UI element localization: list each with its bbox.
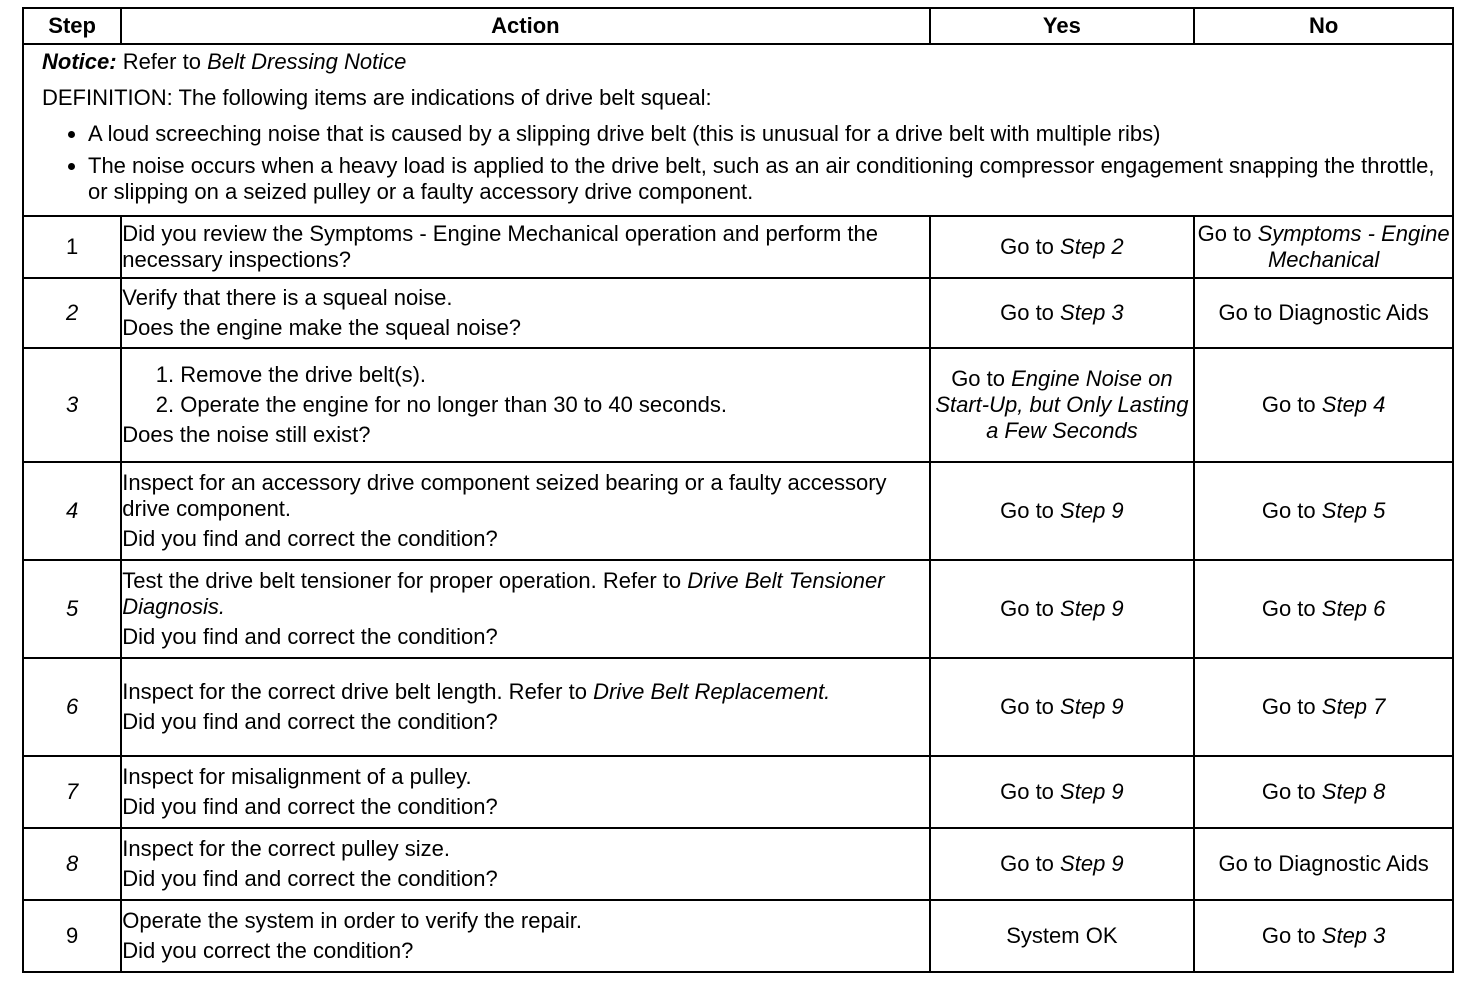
yes-cell: [930, 462, 1195, 560]
no-cell: [1194, 462, 1453, 560]
action-cell: [121, 278, 929, 348]
goto-text: Go to: [1261, 392, 1316, 417]
no-cell: [1194, 216, 1453, 278]
action-instruction: Verify that there is a squeal noise.: [122, 285, 453, 310]
no-ref: Symptoms - Engine Mechanical: [1257, 221, 1450, 272]
header-no: No: [1194, 8, 1453, 44]
yes-ref: Engine Noise on Start-Up, but Only Lasting a Few Seconds: [935, 366, 1189, 443]
goto-text: Go to: [1000, 498, 1054, 523]
no-ref: Step 4: [1321, 392, 1386, 417]
yes-cell: [930, 756, 1195, 828]
goto-text: Go to: [1000, 300, 1054, 325]
definition-bullet: • A loud screeching noise that is caused by a slipping drive belt (this is unusual for a drive belt with multiple ribs): [88, 121, 1436, 147]
action-substeps: [122, 362, 928, 418]
no-ref: Step 5: [1321, 498, 1386, 523]
action-question: Does the engine make the squeal noise?: [122, 315, 521, 340]
header-action: Action: [121, 8, 929, 44]
yes-cell: [930, 900, 1195, 972]
table-row: [23, 658, 1453, 756]
yes-ref: Step 9: [1060, 851, 1124, 876]
definition-text: DEFINITION: The following items are indications of drive belt squeal:: [42, 85, 712, 110]
goto-text: Go to: [1261, 596, 1316, 621]
action-question: Did you find and correct the condition?: [122, 624, 498, 649]
action-question: Did you find and correct the condition?: [122, 866, 498, 891]
goto-text: Go to: [1261, 779, 1316, 804]
action-cell: [121, 462, 929, 560]
step-number: 2: [23, 278, 121, 348]
action-cell: [121, 828, 929, 900]
goto-text: Go to: [1000, 234, 1054, 259]
action-instruction: Operate the system in order to verify the repair.: [122, 908, 583, 933]
yes-ref: Step 2: [1060, 234, 1124, 259]
goto-text: Go to: [1261, 694, 1316, 719]
yes-cell: [930, 216, 1195, 278]
action-ref: Drive Belt Replacement.: [593, 679, 831, 704]
action-instruction: Inspect for misalignment of a pulley.: [122, 764, 472, 789]
yes-cell: [930, 560, 1195, 658]
action-cell: [121, 560, 929, 658]
step-number: 1: [23, 216, 121, 278]
action-question: Did you correct the condition?: [122, 938, 414, 963]
header-step: Step: [23, 8, 121, 44]
no-cell: [1194, 658, 1453, 756]
step-number: 4: [23, 462, 121, 560]
step-number: 8: [23, 828, 121, 900]
action-question: Did you find and correct the condition?: [122, 794, 498, 819]
table-row: [23, 216, 1453, 278]
no-cell: [1194, 560, 1453, 658]
table-row: [23, 560, 1453, 658]
action-cell: [121, 900, 929, 972]
goto-text: Go to: [1261, 923, 1316, 948]
no-cell: [1194, 900, 1453, 972]
action-substep: 2. Operate the engine for no longer than 30 to 40 seconds.: [180, 392, 928, 418]
goto-text: Go to: [1261, 498, 1316, 523]
diagnostic-table: [22, 7, 1454, 973]
goto-text: Go to: [1000, 596, 1054, 621]
no-cell: [1194, 756, 1453, 828]
no-ref: Step 6: [1321, 596, 1386, 621]
action-instruction: Inspect for an accessory drive component seized bearing or a faulty accessory drive component.: [122, 470, 887, 521]
step-number: 7: [23, 756, 121, 828]
action-cell: [121, 756, 929, 828]
no-text: Go to Diagnostic Aids: [1218, 300, 1429, 325]
table-row: [23, 348, 1453, 462]
action-question: Did you review the Symptoms - Engine Mechanical operation and perform the necessary inspections?: [122, 221, 878, 272]
no-ref: Step 8: [1321, 779, 1386, 804]
step-number: 9: [23, 900, 121, 972]
table-row: [23, 756, 1453, 828]
no-cell: [1194, 828, 1453, 900]
action-question: Does the noise still exist?: [122, 422, 371, 447]
no-ref: Step 3: [1321, 923, 1386, 948]
goto-text: Go to: [1000, 694, 1054, 719]
step-number: 6: [23, 658, 121, 756]
table-row: [23, 462, 1453, 560]
action-instruction: Inspect for the correct pulley size.: [122, 836, 450, 861]
no-cell: [1194, 278, 1453, 348]
table-row: [23, 900, 1453, 972]
notice-line: [42, 49, 1436, 75]
action-cell: [121, 348, 929, 462]
action-cell: [121, 658, 929, 756]
goto-text: Go to: [951, 366, 1005, 391]
goto-text: Go to: [1000, 779, 1054, 804]
action-instruction: [122, 568, 928, 620]
action-instruction-text: Inspect for the correct drive belt length. Refer to: [122, 679, 587, 704]
header-yes: Yes: [930, 8, 1195, 44]
yes-ref: Step 9: [1060, 498, 1124, 523]
no-ref: Step 7: [1321, 694, 1386, 719]
yes-cell: [930, 658, 1195, 756]
yes-ref: Step 9: [1060, 694, 1124, 719]
no-text: Go to Diagnostic Aids: [1218, 851, 1429, 876]
yes-ref: Step 9: [1060, 596, 1124, 621]
goto-text: Go to: [1000, 851, 1054, 876]
definition-bullet: • The noise occurs when a heavy load is applied to the drive belt, such as an air conditioning compressor engagement snapping the throttle, or slipping on a seized pulley or a faulty accessory drive component.: [88, 153, 1436, 205]
notice-ref: Belt Dressing Notice: [207, 49, 407, 74]
definition-list: [42, 121, 1436, 205]
yes-cell: [930, 278, 1195, 348]
action-ref: Drive Belt Tensioner Diagnosis.: [122, 568, 885, 619]
action-instruction: [122, 679, 928, 705]
notice-text: Refer to: [122, 49, 201, 74]
goto-text: Go to: [1197, 221, 1252, 246]
action-instruction-text: Test the drive belt tensioner for proper operation. Refer to: [122, 568, 682, 593]
yes-cell: [930, 828, 1195, 900]
step-number: 5: [23, 560, 121, 658]
step-number: 3: [23, 348, 121, 462]
yes-ref: Step 3: [1060, 300, 1124, 325]
action-cell: [121, 216, 929, 278]
yes-ref: Step 9: [1060, 779, 1124, 804]
action-substep: 1. Remove the drive belt(s).: [180, 362, 928, 388]
header-row: [23, 8, 1453, 44]
notice-cell: [23, 44, 1453, 216]
no-cell: [1194, 348, 1453, 462]
action-question: Did you find and correct the condition?: [122, 526, 498, 551]
action-question: Did you find and correct the condition?: [122, 709, 498, 734]
yes-cell: [930, 348, 1195, 462]
notice-label: Notice:: [42, 49, 117, 74]
table-row: [23, 828, 1453, 900]
notice-row: [23, 44, 1453, 216]
yes-text: System OK: [1006, 923, 1118, 948]
table-row: [23, 278, 1453, 348]
